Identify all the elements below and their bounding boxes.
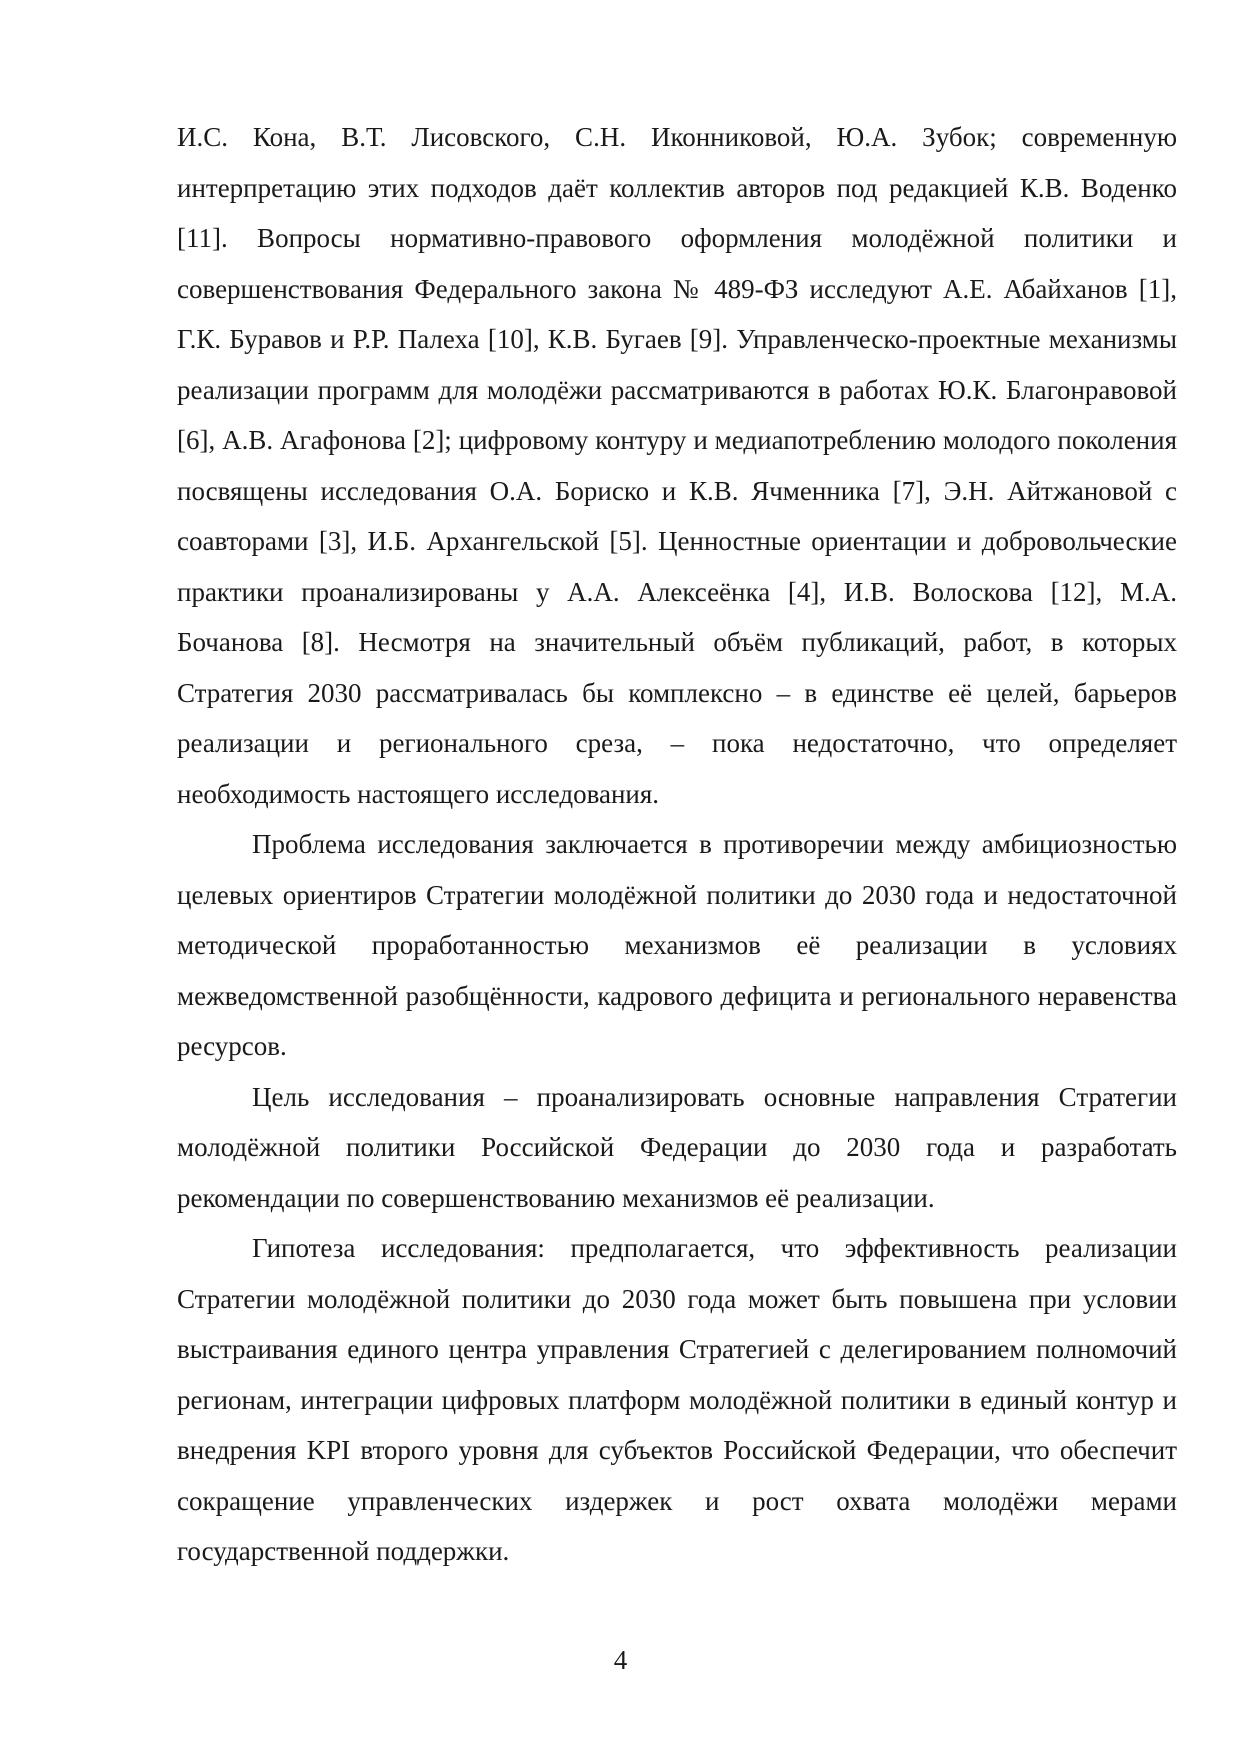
paragraph-literature-review: И.С. Кона, В.Т. Лисовского, С.Н. Иконниковой, Ю.А. Зубок; современную интерпретацию этих подходов даёт коллектив авторов под редакцией К.В. Воденко [11]. Вопросы нормативно-правового оформления молодёжной политики и совершенствования Федерального закона № 489-ФЗ исследуют А.Е. Абайханов [1], Г.К. Буравов и Р.Р. Палеха [10], К.В. Бугаев [9]. Управленческо-проектные механизмы реализации программ для молодёжи рассматриваются в работах Ю.К. Благонравовой [6], А.В. Агафонова [2]; цифровому контуру и медиапотреблению молодого поколения посвящены исследования О.А. Бориско и К.В. Ячменника [7], Э.Н. Айтжановой с соавторами [3], И.Б. Архангельской [5]. Ценностные ориентации и добровольческие практики проанализированы у А.А. Алексеёнка [4], И.В. Волоскова [12], М.А. Бочанова [8]. Несмотря на значительный объём публикаций, работ, в которых Стратегия 2030 рассматривалась бы комплексно – в единстве её целей, барьеров реализации и регионального среза, – пока недостаточно, что определяет необходимость настоящего исследования.	[177, 122, 1177, 809]
paragraph-research-problem: Проблема исследования заключается в противоречии между амбициозностью целевых ориентиров Стратегии молодёжной политики до 2030 года и недостаточной методической проработанностью механизмов её реализации в условиях межведомственной разобщённости, кадрового дефицита и регионального неравенства ресурсов.	[177, 829, 1177, 1061]
paragraph-research-goal: Цель исследования – проанализировать основные направления Стратегии молодёжной политики Российской Федерации до 2030 года и разработать рекомендации по совершенствованию механизмов её реализации.	[177, 1081, 1177, 1213]
page-number: 4	[613, 1645, 628, 1675]
body-text	[177, 112, 1177, 1577]
paragraph-research-hypothesis: Гипотеза исследования: предполагается, что эффективность реализации Стратегии молодёжной политики до 2030 года может быть повышена при условии выстраивания единого центра управления Стратегией с делегированием полномочий регионам, интеграции цифровых платформ молодёжной политики в единый контур и внедрения KPI второго уровня для субъектов Российской Федерации, что обеспечит сокращение управленческих издержек и рост охвата молодёжи мерами государственной поддержки.	[177, 1233, 1177, 1566]
